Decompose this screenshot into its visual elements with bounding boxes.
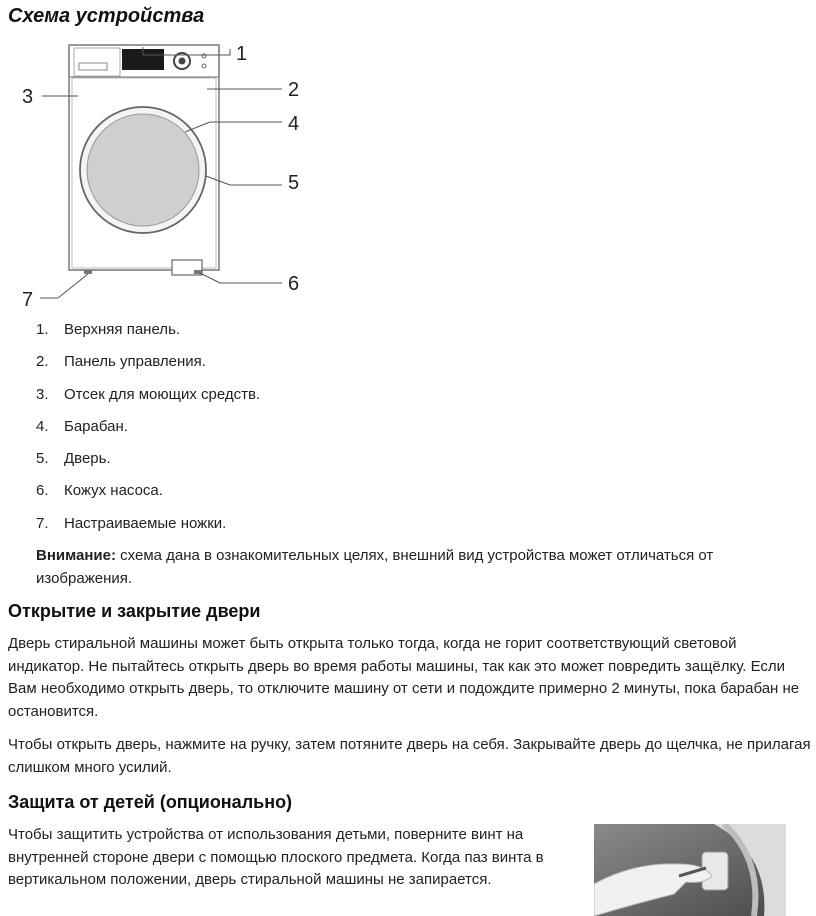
leader-line-6 bbox=[200, 273, 220, 283]
leader-line-7 bbox=[58, 274, 88, 298]
callout-4: 4 bbox=[288, 113, 300, 135]
list-item bbox=[36, 352, 260, 384]
child-section-heading: Защита от детей (опционально) bbox=[8, 792, 293, 812]
list-item bbox=[36, 320, 260, 352]
list-item-number: 2. bbox=[36, 353, 49, 371]
button-icon bbox=[202, 64, 206, 68]
door-section-heading: Открытие и закрытие двери bbox=[8, 601, 261, 621]
list-item bbox=[36, 385, 260, 417]
notice-text: схема дана в ознакомительных целях, внешний вид устройства может отличаться от изображения. bbox=[36, 547, 714, 587]
callout-6: 6 bbox=[288, 273, 300, 295]
list-item-number: 4. bbox=[36, 417, 49, 435]
list-item-label: Настраиваемые ножки. bbox=[64, 514, 227, 532]
list-item-label: Отсек для моющих средств. bbox=[64, 385, 261, 403]
parts-list bbox=[36, 320, 260, 546]
detergent-drawer-icon bbox=[74, 48, 120, 76]
washing-machine-diagram bbox=[0, 30, 340, 310]
list-item-label: Барабан. bbox=[64, 417, 128, 435]
detergent-handle-icon bbox=[79, 63, 107, 70]
page-title: Схема устройства bbox=[8, 5, 205, 27]
callout-5: 5 bbox=[288, 172, 300, 194]
list-item-number: 7. bbox=[36, 514, 49, 532]
list-item-label: Панель управления. bbox=[64, 353, 206, 371]
notice bbox=[36, 544, 806, 590]
list-item-label: Верхняя панель. bbox=[64, 321, 181, 338]
callout-2: 2 bbox=[288, 79, 300, 101]
list-item-number: 5. bbox=[36, 450, 49, 468]
callout-3: 3 bbox=[22, 86, 34, 108]
list-item bbox=[36, 417, 260, 449]
callout-7: 7 bbox=[22, 289, 34, 310]
list-item-label: Дверь. bbox=[64, 450, 111, 468]
list-item bbox=[36, 514, 260, 546]
list-item-number: 3. bbox=[36, 385, 49, 403]
door-glass bbox=[87, 114, 199, 226]
list-item bbox=[36, 449, 260, 481]
callout-1: 1 bbox=[236, 43, 248, 65]
door-paragraph-2: Чтобы открыть дверь, нажмите на ручку, затем потяните дверь на себя. Закрывайте дверь до щелчка, не прилагая слишком много усилий. bbox=[8, 736, 811, 776]
leader-line-5 bbox=[206, 176, 230, 185]
child-paragraph: Чтобы защитить устройства от использования детьми, поверните винт на внутренней стороне двери с помощью плоского предмета. Когда паз винта в вертикальном положении, дверь стиральной машины не запирается. bbox=[8, 826, 544, 888]
program-knob-center-icon bbox=[179, 58, 186, 65]
list-item-number: 1. bbox=[36, 321, 49, 338]
foot-icon bbox=[84, 270, 92, 274]
notice-label: Внимание: bbox=[36, 547, 116, 564]
list-item-label: Кожух насоса. bbox=[64, 482, 163, 500]
list-item bbox=[36, 481, 260, 513]
list-item-number: 6. bbox=[36, 482, 49, 500]
door-paragraph-1: Дверь стиральной машины может быть открыта только тогда, когда не горит соответствующий световой индикатор. Не пытайтесь открыть дверь во время работы машины, так как это может повредить защёлку. Если Вам необходимо открыть дверь, то отключите машину от сети и подождите примерно 2 минуты, пока барабан не остановится. bbox=[8, 635, 800, 720]
child-lock-photo bbox=[594, 824, 786, 916]
